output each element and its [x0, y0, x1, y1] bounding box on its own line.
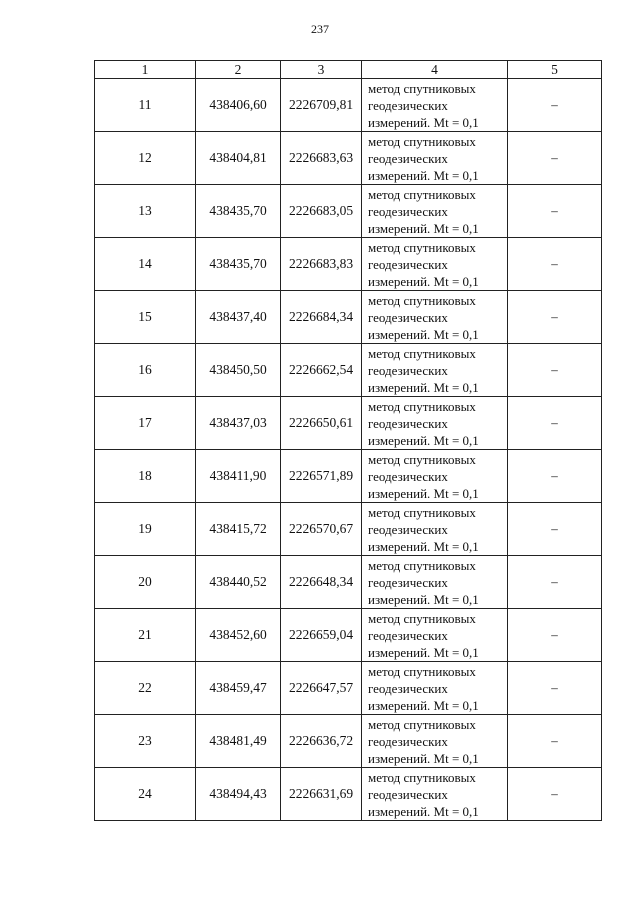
header-col-5: 5: [508, 61, 602, 79]
table-row: [95, 503, 602, 556]
table-row: [95, 768, 602, 821]
point-number-cell: 14: [95, 238, 196, 291]
method-line: метод спутниковых: [368, 557, 476, 573]
method-line: геодезических: [368, 680, 448, 696]
method-line: геодезических: [368, 733, 448, 749]
y-coordinate-cell: 2226650,61: [281, 397, 362, 450]
x-coordinate-cell: 438415,72: [196, 503, 281, 556]
point-number-cell: 20: [95, 556, 196, 609]
note-cell: –: [508, 450, 602, 503]
page-number: 237: [311, 22, 329, 36]
method-cell: [362, 450, 508, 503]
method-line: измерений. Mt = 0,1: [368, 485, 479, 501]
coordinates-table: [94, 60, 602, 821]
note-cell: –: [508, 768, 602, 821]
table-row: [95, 662, 602, 715]
x-coordinate-cell: 438404,81: [196, 132, 281, 185]
method-line: метод спутниковых: [368, 239, 476, 255]
x-coordinate-cell: 438452,60: [196, 609, 281, 662]
y-coordinate-cell: 2226709,81: [281, 79, 362, 132]
method-cell: [362, 768, 508, 821]
note-cell: –: [508, 238, 602, 291]
method-line: метод спутниковых: [368, 663, 476, 679]
method-line: метод спутниковых: [368, 345, 476, 361]
table-row: [95, 344, 602, 397]
table-row: [95, 291, 602, 344]
y-coordinate-cell: 2226683,05: [281, 185, 362, 238]
method-line: геодезических: [368, 415, 448, 431]
method-line: геодезических: [368, 627, 448, 643]
header-col-1: 1: [95, 61, 196, 79]
y-coordinate-cell: 2226571,89: [281, 450, 362, 503]
x-coordinate-cell: 438437,40: [196, 291, 281, 344]
method-line: измерений. Mt = 0,1: [368, 803, 479, 819]
x-coordinate-cell: 438481,49: [196, 715, 281, 768]
x-coordinate-cell: 438440,52: [196, 556, 281, 609]
header-col-4: 4: [362, 61, 508, 79]
x-coordinate-cell: 438494,43: [196, 768, 281, 821]
method-cell: [362, 238, 508, 291]
method-line: геодезических: [368, 521, 448, 537]
note-cell: –: [508, 132, 602, 185]
y-coordinate-cell: 2226648,34: [281, 556, 362, 609]
method-line: измерений. Mt = 0,1: [368, 697, 479, 713]
method-line: измерений. Mt = 0,1: [368, 114, 479, 130]
method-line: измерений. Mt = 0,1: [368, 432, 479, 448]
method-line: геодезических: [368, 150, 448, 166]
table-row: [95, 450, 602, 503]
table-row: [95, 185, 602, 238]
method-line: измерений. Mt = 0,1: [368, 326, 479, 342]
method-cell: [362, 503, 508, 556]
method-line: метод спутниковых: [368, 769, 476, 785]
method-cell: [362, 344, 508, 397]
y-coordinate-cell: 2226659,04: [281, 609, 362, 662]
note-cell: –: [508, 503, 602, 556]
y-coordinate-cell: 2226647,57: [281, 662, 362, 715]
method-line: измерений. Mt = 0,1: [368, 273, 479, 289]
point-number-cell: 24: [95, 768, 196, 821]
method-line: метод спутниковых: [368, 133, 476, 149]
method-line: геодезических: [368, 203, 448, 219]
method-line: геодезических: [368, 256, 448, 272]
method-line: измерений. Mt = 0,1: [368, 750, 479, 766]
x-coordinate-cell: 438459,47: [196, 662, 281, 715]
method-line: геодезических: [368, 786, 448, 802]
method-line: метод спутниковых: [368, 80, 476, 96]
point-number-cell: 22: [95, 662, 196, 715]
note-cell: –: [508, 609, 602, 662]
note-cell: –: [508, 185, 602, 238]
header-col-2: 2: [196, 61, 281, 79]
method-line: метод спутниковых: [368, 716, 476, 732]
method-cell: [362, 715, 508, 768]
point-number-cell: 15: [95, 291, 196, 344]
y-coordinate-cell: 2226684,34: [281, 291, 362, 344]
method-line: геодезических: [368, 309, 448, 325]
method-line: измерений. Mt = 0,1: [368, 220, 479, 236]
method-cell: [362, 609, 508, 662]
note-cell: –: [508, 662, 602, 715]
point-number-cell: 12: [95, 132, 196, 185]
x-coordinate-cell: 438435,70: [196, 185, 281, 238]
table-header: [95, 61, 602, 79]
point-number-cell: 19: [95, 503, 196, 556]
method-line: геодезических: [368, 468, 448, 484]
method-line: измерений. Mt = 0,1: [368, 644, 479, 660]
method-line: метод спутниковых: [368, 186, 476, 202]
table-row: [95, 556, 602, 609]
point-number-cell: 21: [95, 609, 196, 662]
method-line: измерений. Mt = 0,1: [368, 538, 479, 554]
point-number-cell: 23: [95, 715, 196, 768]
method-line: метод спутниковых: [368, 292, 476, 308]
method-line: метод спутниковых: [368, 504, 476, 520]
note-cell: –: [508, 556, 602, 609]
method-cell: [362, 397, 508, 450]
method-cell: [362, 185, 508, 238]
table-row: [95, 715, 602, 768]
method-line: метод спутниковых: [368, 451, 476, 467]
y-coordinate-cell: 2226662,54: [281, 344, 362, 397]
point-number-cell: 18: [95, 450, 196, 503]
note-cell: –: [508, 291, 602, 344]
method-cell: [362, 291, 508, 344]
method-line: измерений. Mt = 0,1: [368, 167, 479, 183]
table-row: [95, 397, 602, 450]
method-line: метод спутниковых: [368, 610, 476, 626]
x-coordinate-cell: 438437,03: [196, 397, 281, 450]
x-coordinate-cell: 438411,90: [196, 450, 281, 503]
y-coordinate-cell: 2226631,69: [281, 768, 362, 821]
method-cell: [362, 556, 508, 609]
y-coordinate-cell: 2226683,83: [281, 238, 362, 291]
method-line: измерений. Mt = 0,1: [368, 591, 479, 607]
y-coordinate-cell: 2226636,72: [281, 715, 362, 768]
point-number-cell: 11: [95, 79, 196, 132]
method-cell: [362, 79, 508, 132]
method-line: геодезических: [368, 362, 448, 378]
table-row: [95, 238, 602, 291]
y-coordinate-cell: 2226570,67: [281, 503, 362, 556]
method-line: геодезических: [368, 97, 448, 113]
y-coordinate-cell: 2226683,63: [281, 132, 362, 185]
note-cell: –: [508, 79, 602, 132]
table-row: [95, 132, 602, 185]
note-cell: –: [508, 715, 602, 768]
note-cell: –: [508, 344, 602, 397]
x-coordinate-cell: 438406,60: [196, 79, 281, 132]
method-cell: [362, 662, 508, 715]
table-body: [95, 79, 602, 821]
point-number-cell: 17: [95, 397, 196, 450]
header-row: [95, 61, 602, 79]
method-line: измерений. Mt = 0,1: [368, 379, 479, 395]
note-cell: –: [508, 397, 602, 450]
method-line: метод спутниковых: [368, 398, 476, 414]
table-row: [95, 609, 602, 662]
header-col-3: 3: [281, 61, 362, 79]
method-line: геодезических: [368, 574, 448, 590]
x-coordinate-cell: 438450,50: [196, 344, 281, 397]
point-number-cell: 13: [95, 185, 196, 238]
point-number-cell: 16: [95, 344, 196, 397]
table-row: [95, 79, 602, 132]
x-coordinate-cell: 438435,70: [196, 238, 281, 291]
method-cell: [362, 132, 508, 185]
